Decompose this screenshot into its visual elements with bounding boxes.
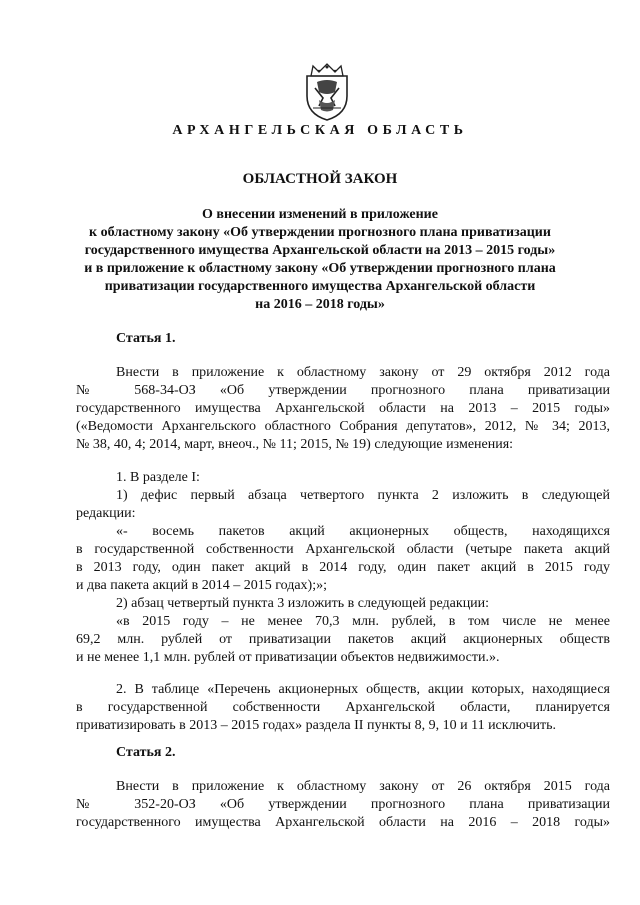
paragraph-line: «- восемь пакетов акций акционерных обществ, находящихся — [116, 524, 610, 539]
paragraph-line: приватизировать в 2013 – 2015 годах» раздела II пункты 8, 9, 10 и 11 исключить. — [76, 718, 557, 733]
paragraph-line: № 352-20-ОЗ «Об утверждении прогнозного плана приватизации — [76, 797, 610, 812]
coat-of-arms-icon — [303, 62, 351, 122]
paragraph-line: Внести в приложение к областному закону от 29 октября 2012 года — [116, 365, 610, 380]
article-1-intro — [76, 364, 610, 454]
paragraph-line: редакции: — [76, 506, 136, 521]
paragraph-line: и два пакета акций в 2014 – 2015 годах);»; — [76, 578, 328, 593]
paragraph-line: 1. В разделе I: — [116, 470, 200, 485]
paragraph-line: № 38, 40, 4; 2014, март, внеоч., № 11; 2015, № 19) следующие изменения: — [76, 437, 514, 452]
paragraph-line: «в 2015 году – не менее 70,3 млн. рублей, в том числе не менее — [116, 614, 610, 629]
paragraph-line: 1) дефис первый абзаца четвертого пункта 2 изложить в следующей — [116, 488, 610, 503]
article-2-heading: Статья 2. — [116, 745, 176, 760]
paragraph-line: Внести в приложение к областному закону от 26 октября 2015 года — [116, 779, 610, 794]
paragraph-line: 69,2 млн. рублей от приватизации пакетов акций акционерных обществ — [76, 632, 610, 647]
title-line: государственного имущества Архангельской области на 2013 – 2015 годы» — [84, 243, 556, 258]
paragraph-line: («Ведомости Архангельского областного Собрания депутатов», 2012, № 34; 2013, — [76, 419, 610, 434]
article-1-section-2 — [76, 681, 610, 735]
paragraph-line: 2) абзац четвертый пункта 3 изложить в следующей редакции: — [116, 596, 490, 611]
paragraph-line: и не менее 1,1 млн. рублей от приватизации объектов недвижимости.». — [76, 650, 500, 665]
law-title — [0, 206, 640, 314]
title-line: и в приложение к областному закону «Об утверждении прогнозного плана — [84, 261, 556, 276]
region-name: АРХАНГЕЛЬСКАЯ ОБЛАСТЬ — [172, 123, 468, 138]
title-line: к областному закону «Об утверждении прогнозного плана приватизации — [89, 225, 551, 240]
paragraph-line: 2. В таблице «Перечень акционерных обществ, акции которых, находящиеся — [116, 682, 610, 697]
title-line: приватизации государственного имущества Архангельской области — [104, 279, 536, 294]
paragraph-line: государственного имущества Архангельской области на 2016 – 2018 годы» — [76, 815, 610, 830]
title-line: О внесении изменений в приложение — [202, 207, 438, 222]
paragraph-line: в 2013 году, один пакет акций в 2014 году, один пакет акций в 2015 году — [76, 560, 610, 575]
article-1-heading: Статья 1. — [116, 331, 176, 346]
article-2-intro — [76, 778, 610, 832]
paragraph-line: в государственной собственности Архангельской области, планируется — [76, 700, 610, 715]
article-1-section-1 — [76, 469, 610, 667]
paragraph-line: в государственной собственности Архангельской области (четыре пакета акций — [76, 542, 610, 557]
paragraph-line: № 568-34-ОЗ «Об утверждении прогнозного плана приватизации — [76, 383, 610, 398]
document-type: ОБЛАСТНОЙ ЗАКОН — [242, 171, 398, 187]
title-line: на 2016 – 2018 годы» — [255, 297, 385, 312]
paragraph-line: государственного имущества Архангельской области на 2013 – 2015 годы» — [76, 401, 610, 416]
